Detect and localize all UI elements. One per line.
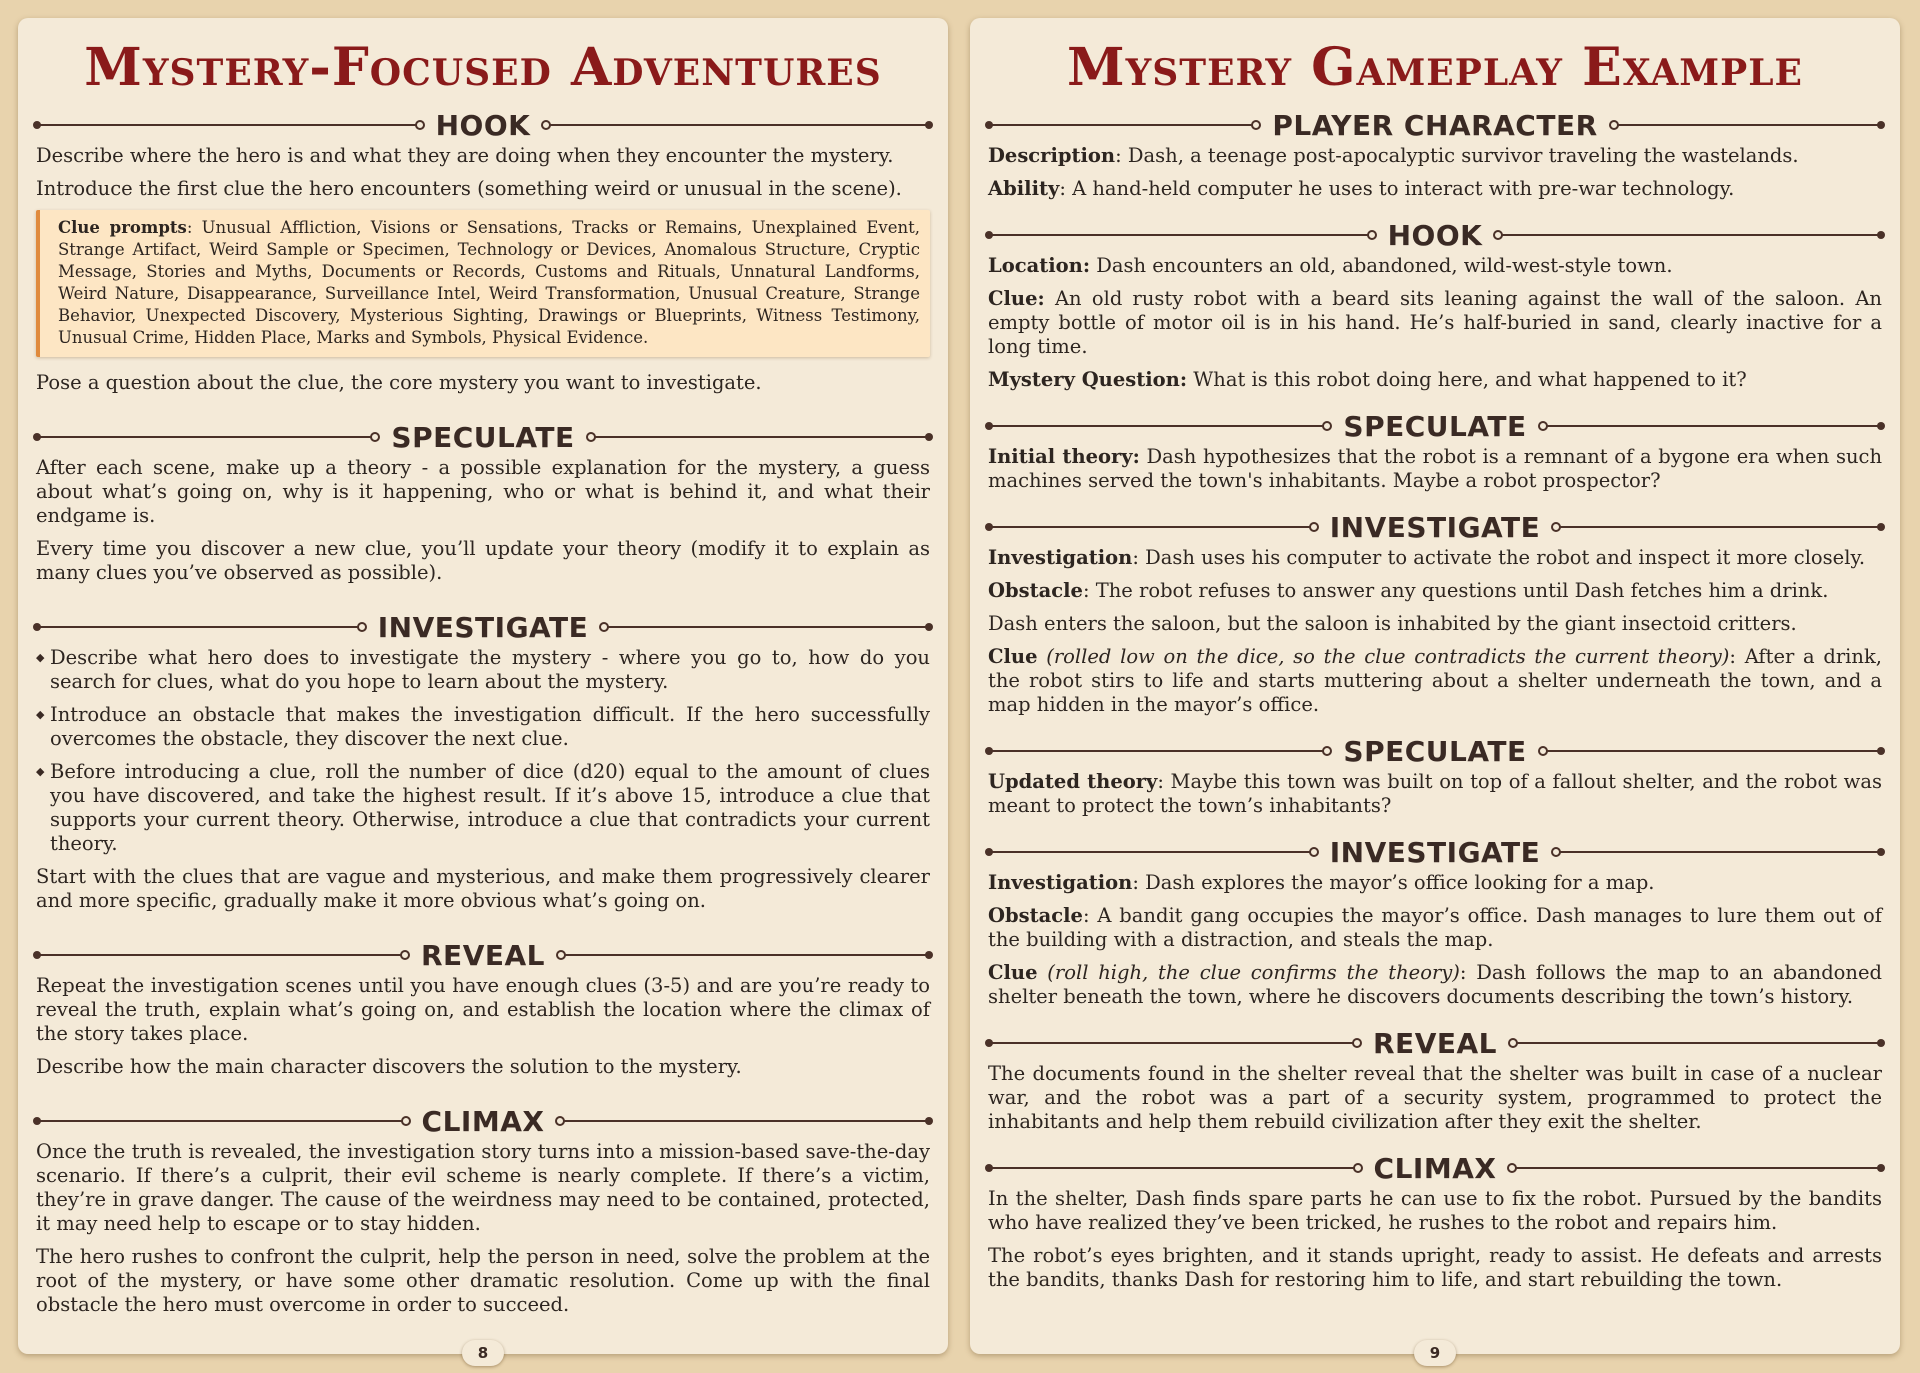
divider-right	[608, 626, 930, 628]
heading-text: INVESTIGATE	[377, 610, 589, 644]
paragraph	[988, 254, 1882, 278]
divider-left	[988, 1042, 1353, 1044]
paragraph	[988, 445, 1882, 493]
bullet-item: ◆ Describe what hero does to investigate the mystery - where you go to, how do you search for clues, what do you hope to learn about the mystery.	[36, 646, 930, 694]
page-number: 9	[1414, 1340, 1456, 1366]
field-label: Updated theory	[988, 770, 1158, 793]
divider-left	[36, 1120, 402, 1122]
heading-text: REVEAL	[1373, 1026, 1497, 1060]
paragraph	[988, 904, 1882, 952]
heading-text: CLIMAX	[421, 1104, 545, 1138]
paragraph	[988, 770, 1882, 818]
divider-right	[1547, 425, 1882, 427]
field-label: Clue	[988, 645, 1038, 668]
divider-right	[550, 124, 930, 126]
field-label: Description	[988, 144, 1116, 167]
paragraph	[988, 287, 1882, 359]
heading-text: CLIMAX	[1373, 1151, 1497, 1185]
divider-right	[1502, 234, 1882, 236]
divider-right	[1618, 124, 1882, 126]
heading-text: SPECULATE	[1343, 734, 1527, 768]
paragraph	[988, 961, 1882, 1009]
field-note: (rolled low on the dice, so the clue contradicts the current theory)	[1037, 645, 1730, 668]
page-title: Mystery Gameplay Example	[1067, 37, 1803, 98]
divider-right	[1560, 526, 1882, 528]
paragraph	[988, 546, 1882, 570]
section-heading-reveal	[988, 1028, 1882, 1058]
bullet-item: ◆ Introduce an obstacle that makes the investigation difficult. If the hero successfully overcomes the obstacle, they discover the next clue.	[36, 703, 930, 751]
paragraph	[988, 177, 1882, 201]
section-heading-hook	[988, 220, 1882, 250]
section-heading-player-character	[988, 110, 1882, 140]
divider-left	[36, 436, 371, 438]
paragraph: After each scene, make up a theory - a possible explanation for the mystery, a guess about what’s going on, why is it happening, who or what is behind it, and what their endgame is.	[36, 456, 930, 527]
section-heading-climax	[988, 1153, 1882, 1183]
paragraph: The hero rushes to confront the culprit, help the person in need, solve the problem at the root of the mystery, or have some other dramatic resolution. Come up with the final obstacle the hero must overcome in order to succeed.	[36, 1245, 930, 1316]
heading-text: REVEAL	[421, 938, 545, 972]
paragraph: In the shelter, Dash finds spare parts he can use to fix the robot. Pursued by the bandits who have realized they’ve been tricked, he rushes to the robot and repairs him.	[988, 1187, 1882, 1234]
section-heading-investigate	[988, 512, 1882, 542]
field-text: : Dash, a teenage post-apocalyptic survivor traveling the wastelands.	[1115, 144, 1799, 167]
section-heading-speculate	[36, 422, 930, 452]
divider-left	[36, 626, 358, 628]
divider-right	[1547, 750, 1882, 752]
bullet-item: ◆ Before introducing a clue, roll the number of dice (d20) equal to the amount of clues you have discovered, and take the highest result. If it’s above 15, introduce a clue that supports your current theory. Otherwise, introduce a clue that contradicts your current theory.	[36, 760, 930, 856]
paragraph: Every time you discover a new clue, you’ll update your theory (modify it to explain as many clues you’ve observed as possible).	[36, 537, 930, 584]
divider-right	[595, 436, 930, 438]
field-text: What is this robot doing here, and what happened to it?	[1187, 368, 1747, 391]
field-label: Mystery Question:	[988, 368, 1188, 391]
field-text: An old rusty robot with a beard sits leaning against the wall of the saloon. An empty bottle of motor oil is in his hand. He’s half-buried in sand, clearly inactive for a long time.	[988, 287, 1882, 358]
paragraph: Once the truth is revealed, the investigation story turns into a mission-based save-the-day scenario. If there’s a culprit, their evil scheme is nearly complete. If there’s a victim, they’re in grave danger. The cause of the weirdness may need to be contained, protected, it may need help to escape or to stay hidden.	[36, 1140, 930, 1235]
investigate-bullet-list	[36, 646, 930, 856]
section-heading-investigate	[988, 837, 1882, 867]
field-label: Investigation	[988, 871, 1133, 894]
paragraph: Dash enters the saloon, but the saloon is inhabited by the giant insectoid critters.	[988, 612, 1797, 635]
paragraph: Describe how the main character discovers the solution to the mystery.	[36, 1055, 742, 1078]
field-label: Investigation	[988, 546, 1133, 569]
paragraph: Pose a question about the clue, the core mystery you want to investigate.	[36, 371, 762, 394]
paragraph: The robot’s eyes brighten, and it stands upright, ready to assist. He defeats and arrests the bandits, thanks Dash for restoring him to life, and start rebuilding the town.	[988, 1244, 1882, 1291]
divider-left	[988, 124, 1252, 126]
field-text: Dash hypothesizes that the robot is a remnant of a bygone era when such machines served the town's inhabitants. Maybe a robot prospector?	[988, 445, 1882, 492]
divider-left	[36, 954, 401, 956]
heading-text: INVESTIGATE	[1329, 510, 1541, 544]
divider-left	[988, 526, 1310, 528]
paragraph: Describe where the hero is and what they are doing when they encounter the mystery.	[36, 144, 894, 167]
clue-prompts-text: : Unusual Affliction, Visions or Sensations, Tracks or Remains, Unexplained Event, Strange Artifact, Weird Sample or Specimen, Technology or Devices, Anomalous Structure, Cryptic Message, Stories and Myths, Documents or Records, Customs and Rituals, Unnatural Landforms, Weird Nature, Disappearance, Surveillance Intel, Weird Transformation, Unusual Creature, Strange Behavior, Unexpected Discovery, Mysterious Sighting, Drawings or Blueprints, Witness Testimony, Unusual Crime, Hidden Place, Marks and Symbols, Physical Evidence.	[58, 218, 920, 347]
field-text: : A bandit gang occupies the mayor’s office. Dash manages to lure them out of the building with a distraction, and steals the map.	[988, 904, 1882, 951]
field-label: Obstacle	[988, 579, 1083, 602]
divider-right	[1560, 851, 1882, 853]
divider-left	[988, 851, 1310, 853]
heading-text: HOOK	[1387, 218, 1483, 252]
divider-right	[565, 954, 930, 956]
field-note: (roll high, the clue confirms the theory)	[1037, 961, 1460, 984]
field-text: : A hand-held computer he uses to interact with pre-war technology.	[1059, 177, 1735, 200]
paragraph	[988, 579, 1882, 603]
right-page	[970, 18, 1900, 1362]
section-heading-hook	[36, 110, 930, 140]
heading-text: PLAYER CHARACTER	[1272, 108, 1598, 142]
heading-text: SPECULATE	[391, 420, 575, 454]
field-text: : The robot refuses to answer any questions until Dash fetches him a drink.	[1082, 579, 1829, 602]
section-heading-reveal	[36, 940, 930, 970]
field-text: : After a drink, the robot stirs to life and starts muttering about a shelter underneath the town, and a map hidden in the mayor’s office.	[988, 645, 1882, 716]
paragraph	[988, 144, 1882, 168]
heading-text: SPECULATE	[1343, 409, 1527, 443]
divider-right	[564, 1120, 930, 1122]
section-heading-speculate	[988, 736, 1882, 766]
paragraph: The documents found in the shelter reveal that the shelter was built in case of a nuclear war, and the robot was a part of a security system, programmed to protect the inhabitants and help them rebuild civilization after they exit the shelter.	[988, 1062, 1882, 1133]
field-label: Clue	[988, 961, 1038, 984]
field-label: Clue:	[988, 287, 1045, 310]
paragraph: Introduce the first clue the hero encounters (something weird or unusual in the scene).	[36, 177, 902, 200]
page-title: Mystery-Focused Adventures	[84, 37, 882, 98]
clue-prompts-box	[36, 210, 930, 357]
divider-left	[36, 124, 416, 126]
field-label: Obstacle	[988, 904, 1083, 927]
field-text: : Dash follows the map to an abandoned shelter beneath the town, where he discovers documents describing the town’s history.	[988, 961, 1882, 1008]
divider-right	[1516, 1167, 1882, 1169]
page-number: 8	[462, 1340, 504, 1366]
divider-left	[988, 234, 1368, 236]
field-label: Initial theory:	[988, 445, 1140, 468]
divider-left	[988, 425, 1323, 427]
divider-right	[1517, 1042, 1882, 1044]
heading-text: INVESTIGATE	[1329, 835, 1541, 869]
paragraph	[988, 645, 1882, 717]
field-text: : Dash uses his computer to activate the robot and inspect it more closely.	[1132, 546, 1866, 569]
paragraph: Repeat the investigation scenes until you have enough clues (3-5) and are you’re ready to reveal the truth, explain what’s going on, and establish the location where the climax of the story takes place.	[36, 974, 930, 1045]
field-text: Dash encounters an old, abandoned, wild-west-style town.	[1090, 254, 1673, 277]
paragraph	[988, 368, 1882, 392]
field-label: Ability	[988, 177, 1060, 200]
section-heading-climax	[36, 1106, 930, 1136]
field-text: : Maybe this town was built on top of a fallout shelter, and the robot was meant to protect the town’s inhabitants?	[988, 770, 1882, 817]
field-label: Location:	[988, 254, 1091, 277]
section-heading-speculate	[988, 411, 1882, 441]
field-text: : Dash explores the mayor’s office looking for a map.	[1132, 871, 1655, 894]
left-page	[18, 18, 948, 1362]
divider-left	[988, 750, 1323, 752]
clue-prompts-label: Clue prompts	[58, 218, 187, 237]
paragraph: Start with the clues that are vague and mysterious, and make them progressively clearer and more specific, gradually make it more obvious what’s going on.	[36, 865, 930, 912]
section-heading-investigate	[36, 612, 930, 642]
paragraph	[988, 871, 1882, 895]
heading-text: HOOK	[435, 108, 531, 142]
divider-left	[988, 1167, 1354, 1169]
